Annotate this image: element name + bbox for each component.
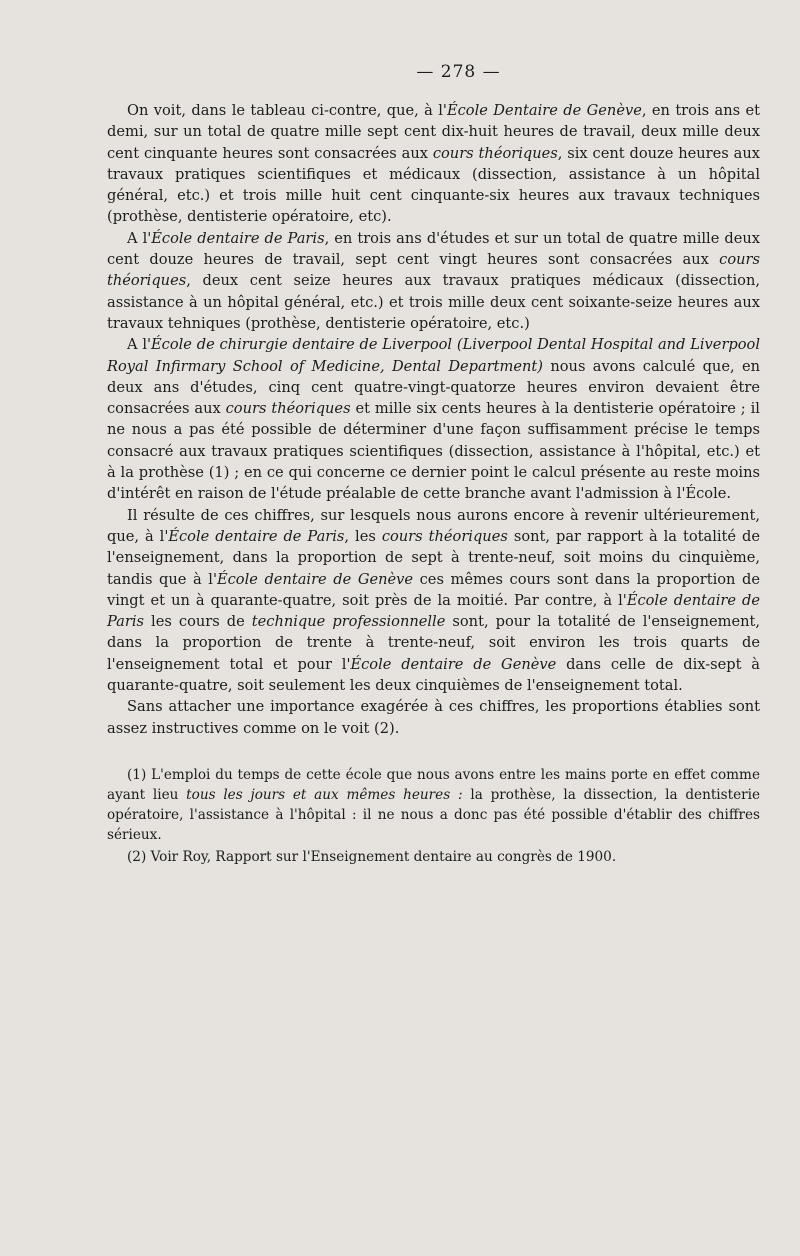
italic-phrase: cours théoriques — [432, 144, 558, 162]
paragraph-5: Sans attacher une importance exagérée à ces chiffres, les proportions établies sont assez instructives comme on le voit (2). — [107, 698, 760, 737]
italic-phrase: École de chirurgie dentaire de Liverpool (Liverpool Dental Hospital and Liverpool Royal Infirmary School of Medicine, Dental Department) — [107, 336, 761, 375]
italic-phrase: technique professionnelle — [251, 613, 446, 631]
paragraph-2: A l'École dentaire de Paris, en trois ans d'études et sur un total de quatre mille deux cent douze heures de travail, sept cent vingt heures sont consacrées aux cours théoriques, deux cent seize heures aux travaux pratiques médicaux (dissection, assistance à un hôpital général, etc.) et trois mille deux cent soixante-seize heures aux travaux tehniques (prothèse, dentisterie opératoire, etc.) — [107, 229, 760, 332]
italic-phrase: École dentaire de Genève — [350, 655, 557, 673]
footnote-separator — [107, 739, 760, 765]
italic-phrase: École dentaire de Paris — [107, 591, 760, 631]
italic-phrase: tous les jours et aux mêmes heures : — [186, 786, 463, 803]
paragraph-1: On voit, dans le tableau ci-contre, que, à l'École Dentaire de Genève, en trois ans et demi, sur un total de quatre mille sept cent dix-huit heures de travail, deux mille deux cent cinquante heures sont consacrées aux cours théoriques, six cent douze heures aux travaux pratiques scientifiques et médicaux (dissection, assistance à un hôpital général, etc.) et trois mille huit cent cinquante-six heures aux travaux techniques (prothèse, dentisterie opératoire, etc). — [107, 102, 760, 226]
page-number: — 278 — — [416, 62, 501, 82]
footnote-1: (1) L'emploi du temps de cette école que nous avons entre les mains porte en effet comme ayant lieu tous les jours et aux mêmes heures : la prothèse, la dissection, la dentisterie opératoire, l'assistance à l'hôpital : il ne nous a donc pas été possible d'établir des chiffres sérieux. — [107, 766, 761, 843]
footnote-2: (2) Voir Roy, Rapport sur l'Enseignement dentaire au congrès de 1900. — [127, 848, 617, 865]
italic-phrase: École Dentaire de Genève — [446, 102, 642, 119]
paragraph-3: A l'École de chirurgie dentaire de Liverpool (Liverpool Dental Hospital and Liverpool Royal Infirmary School of Medicine, Dental Department) nous avons calculé que, en deux ans d'études, cinq cent quatre-vingt-quatorze heures environ devaient être consacrées aux cours théoriques et mille six cents heures à la dentisterie opératoire ; il ne nous a pas été possible de déterminer d'une façon suffisamment précise le temps consacré aux travaux pratiques scientifiques (dissection, assistance à l'hôpital, etc.) et à la prothèse (1) ; en ce qui concerne ce dernier point le calcul présente au reste moins d'intérêt en raison de l'étude préalable de cette branche avant l'admission à l'École. — [107, 336, 761, 503]
italic-phrase: cours théoriques — [225, 400, 351, 418]
body-text — [107, 100, 760, 739]
paragraph-4: Il résulte de ces chiffres, sur lesquels nous aurons encore à revenir ultérieurement, que, à l'École dentaire de Paris, les cours théoriques sont, par rapport à la totalité de l'enseignement, dans la proportion de sept à trente-neuf, soit moins du cinquième, tandis que à l'École dentaire de Genève ces mêmes cours sont dans la proportion de vingt et un à quarante-quatre, soit près de la moitié. Par contre, à l'École dentaire de Paris les cours de technique professionnelle sont, pour la totalité de l'enseignement, dans la proportion de trente à trente-neuf, soit environ les trois quarts de l'enseignement total et pour l'École dentaire de Genève dans celle de dix-sept à quarante-quatre, soit seulement les deux cinquièmes de l'enseignement total. — [107, 506, 760, 695]
italic-phrase: École dentaire de Genève — [216, 570, 414, 588]
italic-phrase: cours théoriques — [381, 527, 508, 545]
italic-phrase: École dentaire de Paris — [168, 527, 345, 545]
italic-phrase: cours théoriques — [107, 251, 760, 290]
italic-phrase: École dentaire de Paris — [151, 229, 325, 247]
footnotes — [107, 765, 760, 867]
